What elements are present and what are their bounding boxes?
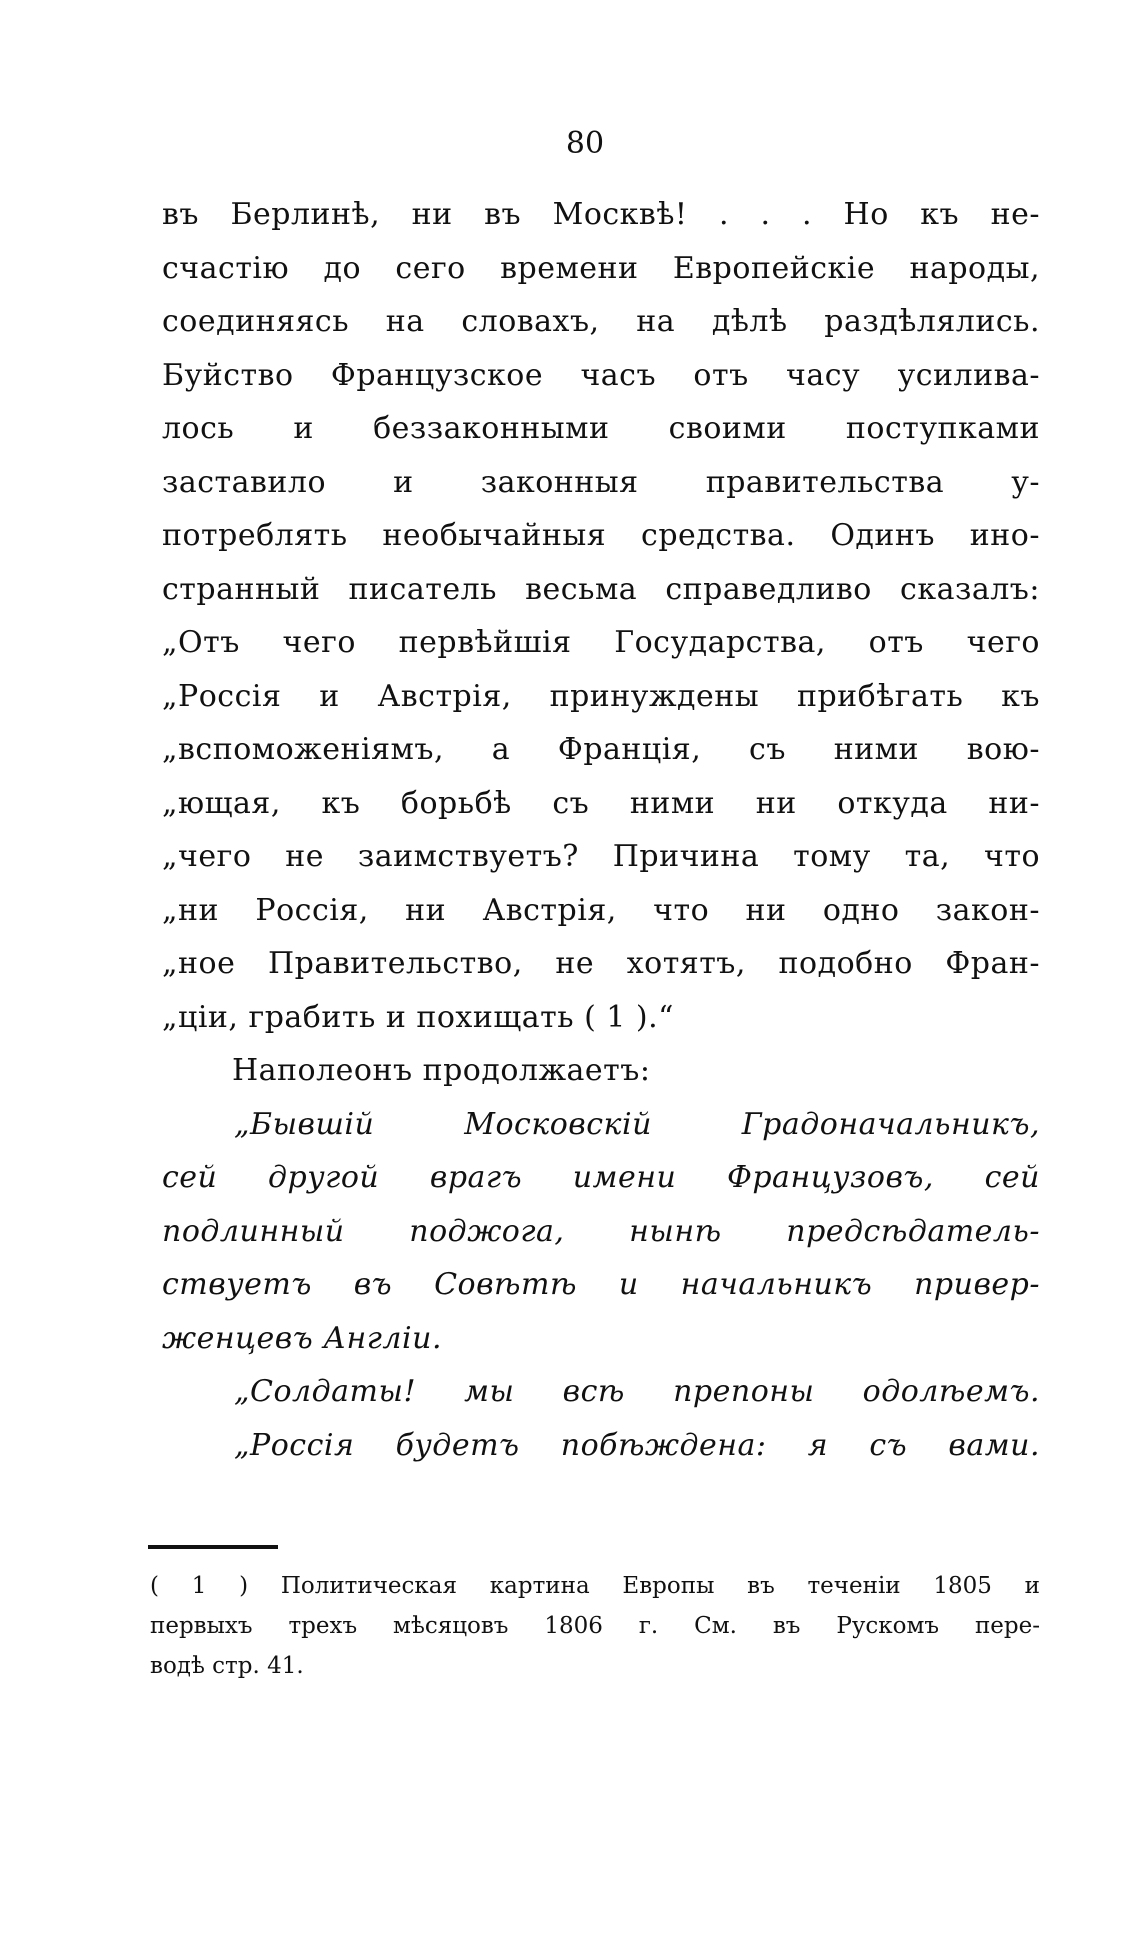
text-line-8: странный писатель весьма справедливо сказалъ:: [162, 571, 1040, 607]
text-line-2: счастію до сего времени Европейскіе народы,: [162, 250, 1040, 286]
text-line-6: заставило и законныя правительства у-: [162, 464, 1040, 500]
footnote-divider: [148, 1545, 278, 1549]
text-line-9: „Отъ чего первѣйшія Государства, отъ чего: [162, 625, 1040, 660]
text-line-10: „Россія и Австрія, принуждены прибѣгать къ: [162, 678, 1040, 714]
text-line-13: „чего не заимствуетъ? Причина тому та, что: [162, 839, 1040, 874]
text-line-20: подлинный поджога, нынѣ предсѣдатель-: [162, 1213, 1040, 1249]
page-number: 80: [565, 126, 605, 161]
text-line-17: Наполеонъ продолжаетъ:: [232, 1053, 651, 1088]
text-line-3: соединяясь на словахъ, на дѣлѣ раздѣлялись.: [162, 304, 1040, 339]
text-line-22: женцевъ Англіи.: [162, 1320, 442, 1356]
footnote: [150, 1566, 1040, 1686]
text-line-15: „ное Правительство, не хотятъ, подобно Фран-: [162, 946, 1040, 981]
text-line-1: въ Берлинѣ, ни въ Москвѣ! . . . Но къ не-: [162, 197, 1040, 232]
text-line-4: Буйство Французское часъ отъ часу усилива-: [162, 357, 1040, 393]
text-line-7: потреблять необычайныя средства. Одинъ ино-: [162, 518, 1040, 553]
text-line-18: „Бывшій Московскій Градоначальникъ,: [234, 1106, 1040, 1142]
text-line-24: „Россія будетъ побѣждена: я съ вами.: [234, 1427, 1040, 1463]
text-line-19: сей другой врагъ имени Французовъ, сей: [162, 1160, 1040, 1195]
text-line-5: лось и беззаконными своими поступками: [162, 411, 1040, 446]
text-line-11: „вспоможеніямъ, а Франція, съ ними вою-: [162, 732, 1040, 767]
text-line-23: „Солдаты! мы всѣ препоны одолѣемъ.: [234, 1374, 1040, 1409]
footnote-line-2: первыхъ трехъ мѣсяцовъ 1806 г. См. въ Рускомъ пере-: [150, 1613, 1040, 1639]
text-line-16: „ціи, грабить и похищать ( 1 ).“: [162, 999, 675, 1035]
text-line-12: „ющая, къ борьбѣ съ ними ни откуда ни-: [162, 785, 1040, 821]
body-text: [162, 188, 1040, 1472]
text-line-21: ствуетъ въ Совѣтѣ и начальникъ привер-: [162, 1267, 1040, 1302]
text-line-14: „ни Россія, ни Австрія, что ни одно закон-: [162, 892, 1040, 928]
footnote-line-1: ( 1 ) Политическая картина Европы въ теченіи 1805 и: [150, 1573, 1040, 1599]
footnote-line-3: водѣ стр. 41.: [150, 1653, 304, 1679]
